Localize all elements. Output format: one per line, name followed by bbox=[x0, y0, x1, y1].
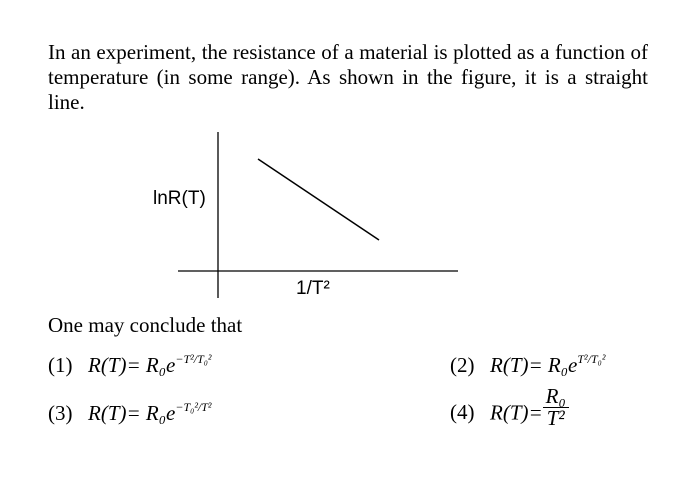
plotted-line bbox=[258, 159, 379, 240]
option-3[interactable] bbox=[48, 400, 212, 426]
option-formula: R(T)= R₀e bbox=[88, 401, 176, 425]
option-2[interactable] bbox=[450, 352, 605, 378]
option-number: (1) bbox=[48, 353, 73, 377]
x-axis-label: 1/T² bbox=[296, 278, 330, 299]
option-formula: R(T)= R₀e bbox=[88, 353, 176, 377]
option-number: (4) bbox=[450, 400, 475, 425]
option-exponent: T²/T₀² bbox=[577, 352, 606, 366]
conclusion-prompt: One may conclude that bbox=[48, 313, 243, 337]
option-formula: R(T)= bbox=[490, 400, 543, 425]
option-exponent: −T²/T₀² bbox=[175, 352, 212, 366]
option-formula: R(T)= R₀e bbox=[490, 353, 578, 377]
fraction-denominator: T² bbox=[546, 406, 565, 430]
option-1[interactable] bbox=[48, 352, 212, 378]
option-4[interactable] bbox=[450, 384, 569, 430]
option-number: (3) bbox=[48, 401, 73, 425]
question-text: In an experiment, the resistance of a material is plotted as a function of temperature (in some range). As shown in the figure, it is a straight line. bbox=[48, 40, 648, 114]
y-axis-label: lnR(T) bbox=[153, 188, 206, 209]
option-exponent: −T₀²/T² bbox=[175, 400, 212, 414]
fraction-numerator: R₀ bbox=[543, 386, 569, 408]
option-number: (2) bbox=[450, 353, 475, 377]
option-fraction bbox=[543, 386, 569, 429]
